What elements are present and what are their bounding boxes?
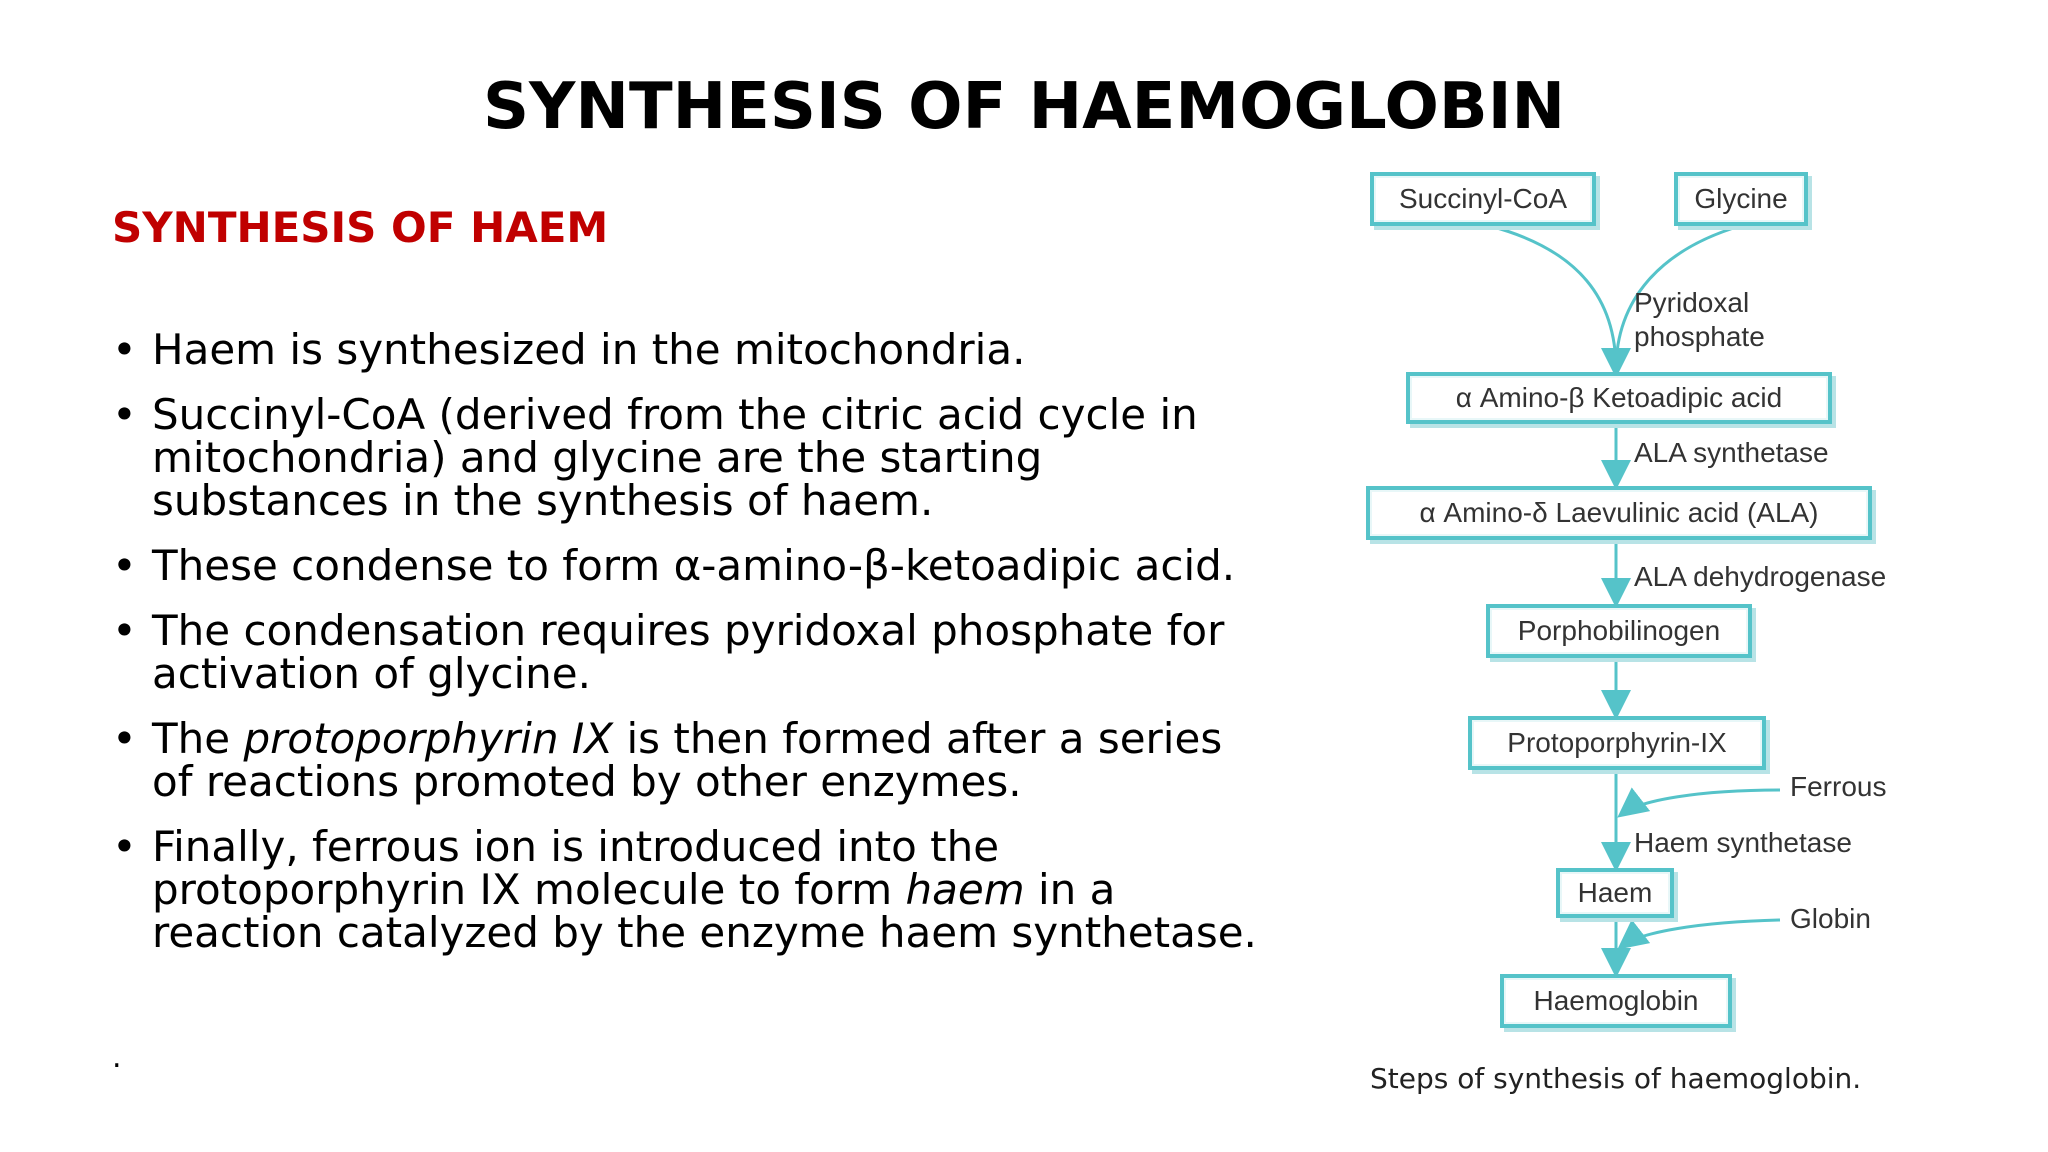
bullet-text: These condense to form α-amino-β-ketoadipic acid. — [152, 541, 1236, 590]
node-glycine: Glycine — [1674, 172, 1808, 226]
label-ala-dehydrogenase: ALA dehydrogenase — [1634, 561, 1887, 592]
slide-title: SYNTHESIS OF HAEMOGLOBIN — [482, 70, 1566, 144]
trailing-mark: . — [112, 1040, 122, 1075]
bullet-text: Haem is synthesized in the mitochondria. — [152, 325, 1026, 374]
label-ala-synthetase: ALA synthetase — [1634, 437, 1829, 468]
bullet-symbol: • — [112, 325, 137, 374]
label-pyridoxal-line2: phosphate — [1634, 321, 1765, 352]
bullet-item — [112, 822, 1272, 957]
haemoglobin-synthesis-diagram — [1340, 150, 1980, 1130]
bullet-text-post: in a reaction catalyzed by the enzyme haem synthetase. — [152, 865, 1257, 957]
bullet-item — [112, 541, 1272, 590]
node-haemoglobin: Haemoglobin — [1500, 974, 1732, 1028]
bullet-item — [112, 390, 1272, 525]
bullet-text-pre: Finally, ferrous ion is introduced into the protoporphyrin IX molecule to form — [152, 822, 1000, 914]
arrow-globin — [1622, 920, 1780, 946]
bullet-symbol: • — [112, 541, 137, 590]
diagram-caption: Steps of synthesis of haemoglobin. — [1370, 1062, 1862, 1095]
bullet-symbol: • — [112, 390, 137, 439]
bullet-symbol: • — [112, 822, 137, 871]
node-succinyl-coa: Succinyl-CoA — [1370, 172, 1596, 226]
bullet-text-italic: protoporphyrin IX — [243, 714, 614, 763]
bullet-symbol: • — [112, 714, 137, 763]
bullet-text-post: is then formed after a series of reactions promoted by other enzymes. — [152, 714, 1223, 806]
arrow-ferrous — [1622, 790, 1780, 814]
bullet-text-italic: haem — [905, 865, 1025, 914]
bullet-symbol: • — [112, 606, 137, 655]
label-haem-synthetase: Haem synthetase — [1634, 827, 1852, 858]
label-ferrous: Ferrous — [1790, 771, 1887, 802]
node-haem: Haem — [1556, 868, 1674, 918]
node-ketoadipic-acid: α Amino-β Ketoadipic acid — [1406, 372, 1832, 424]
bullet-item — [112, 714, 1272, 806]
section-heading: SYNTHESIS OF HAEM — [112, 203, 609, 252]
bullet-item — [112, 325, 1272, 374]
bullet-text-pre: The — [152, 714, 244, 763]
node-ala: α Amino-δ Laevulinic acid (ALA) — [1366, 486, 1872, 540]
node-protoporphyrin-ix: Protoporphyrin-IX — [1468, 716, 1766, 770]
bullet-text: The condensation requires pyridoxal phosphate for activation of glycine. — [152, 606, 1225, 698]
label-pyridoxal-line1: Pyridoxal — [1634, 287, 1750, 318]
bullet-list — [112, 325, 1272, 976]
bullet-text: Succinyl-CoA (derived from the citric acid cycle in mitochondria) and glycine are the starting substances in the synthesis of haem. — [152, 390, 1198, 525]
node-porphobilinogen: Porphobilinogen — [1486, 604, 1752, 658]
arrow-succinyl — [1490, 226, 1616, 370]
label-globin: Globin — [1790, 903, 1871, 934]
bullet-item — [112, 606, 1272, 698]
